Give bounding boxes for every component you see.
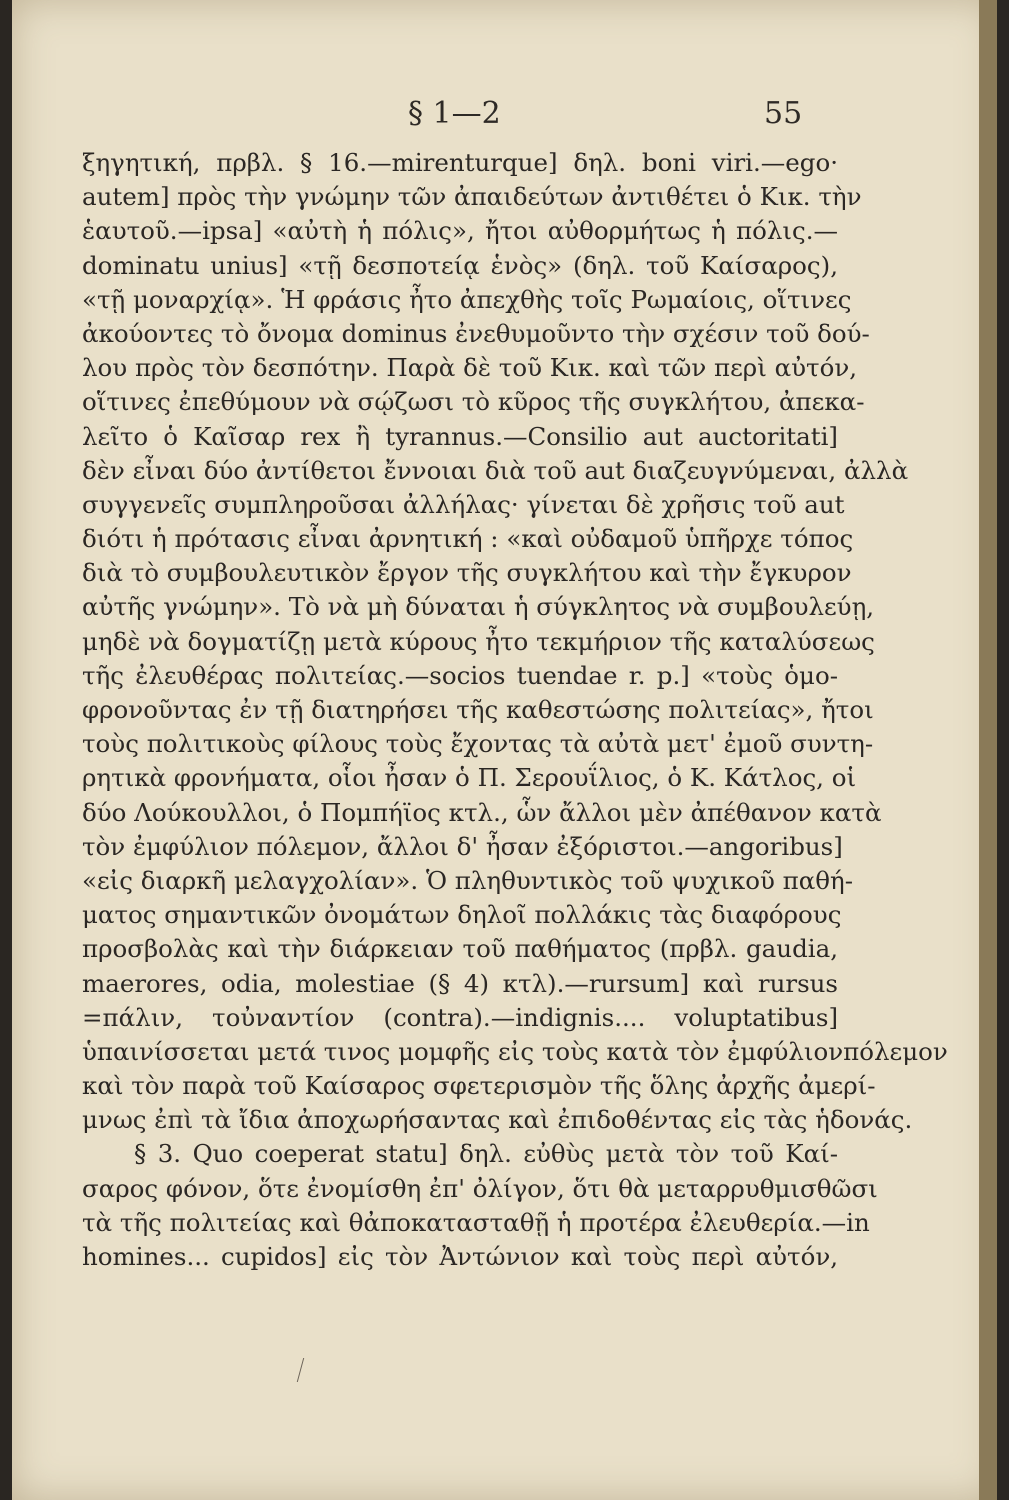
text-line: ἀκούοντες τὸ ὄνομα dominus ἐνεθυμοῦντο τὴν σχέσιν τοῦ δού- <box>82 318 870 348</box>
section-reference: § 1—2 <box>408 96 501 131</box>
text-line: οἵτινες ἐπεθύμουν νὰ σῴζωσι τὸ κῦρος τῆς συγκλήτου, ἀπεκα- <box>82 387 865 417</box>
text-line: διότι ἡ πρότασις εἶναι ἀρνητική : «καὶ οὐδαμοῦ ὑπῆρχε τόπος <box>82 524 854 554</box>
pencil-mark <box>297 1358 308 1382</box>
text-line: τῆς ἐλευθέρας πολιτείας.—socios tuendae r. p.] «τοὺς ὁμο- <box>82 660 838 690</box>
text-line: μηδὲ νὰ δογματίζῃ μετὰ κύρους ἦτο τεκμήριον τῆς καταλύσεως <box>82 626 875 656</box>
text-line: καὶ τὸν παρὰ τοῦ Καίσαρος σφετερισμὸν τῆς ὅλης ἀρχῆς ἀμερί- <box>82 1071 876 1101</box>
text-line: σαρος φόνον, ὅτε ἐνομίσθη ἐπ' ὀλίγον, ὅτι θὰ μεταρρυθμισθῶσι <box>82 1173 878 1203</box>
text-line: δὲν εἶναι δύο ἀντίθετοι ἔννοιαι διὰ τοῦ aut διαζευγνύμεναι, ἀλλὰ <box>82 455 909 485</box>
text-line: φρονοῦντας ἐν τῇ διατηρήσει τῆς καθεστώσης πολιτείας», ἤτοι <box>82 695 874 724</box>
page-edge-strip <box>979 0 997 1500</box>
text-line: αὐτῆς γνώμην». Τὸ νὰ μὴ δύναται ἡ σύγκλητος νὰ συμβουλεύῃ, <box>82 592 875 622</box>
section-start-line: § 3. Quo coeperat statu] δηλ. εὐθὺς μετὰ τὸν τοῦ Καί- <box>134 1139 838 1169</box>
paragraph-end-line: μνως ἐπὶ τὰ ἴδια ἀποχωρήσαντας καὶ ἐπιδοθέντας εἰς τὰς ἡδονάς. <box>82 1105 913 1135</box>
text-line: «εἰς διαρκῆ μελαγχολίαν». Ὁ πληθυντικὸς τοῦ ψυχικοῦ παθή- <box>82 865 854 895</box>
text-line: «τῇ μοναρχίᾳ». Ἡ φράσις ἦτο ἀπεχθὴς τοῖς Ρωμαίοις, οἵτινες <box>82 284 852 314</box>
text-line: maerores, odia, molestiae (§ 4) κτλ).—rursum] καὶ rursus <box>82 968 838 998</box>
text-line: =πάλιν, τοὐναντίον (contra).—indignis.... voluptatibus] <box>82 1002 838 1032</box>
running-header <box>12 96 997 136</box>
text-line: συγγενεῖς συμπληροῦσαι ἀλλήλας· γίνεται δὲ χρῆσις τοῦ aut <box>82 489 845 519</box>
text-line: ματος σημαντικῶν ὀνομάτων δηλοῖ πολλάκις τὰς διαφόρους <box>82 900 842 930</box>
commentary-text <box>82 146 948 1274</box>
text-line: autem] πρὸς τὴν γνώμην τῶν ἀπαιδεύτων ἀντιθέτει ὁ Κικ. τὴν <box>82 182 862 212</box>
text-line: τοὺς πολιτικοὺς φίλους τοὺς ἔχοντας τὰ αὐτὰ μετ' ἐμοῦ συντη- <box>82 729 874 759</box>
text-line: ἑαυτοῦ.—ipsa] «αὐτὴ ἡ πόλις», ἤτοι αὐθορμήτως ἡ πόλις.— <box>82 216 838 246</box>
text-line: ρητικὰ φρονήματα, οἷοι ἦσαν ὁ Π. Σερουΐλιος, ὁ Κ. Κάτλος, οἱ <box>82 763 857 793</box>
text-line: λεῖτο ὁ Καῖσαρ rex ἢ tyrannus.—Consilio aut auctoritati] <box>82 421 838 451</box>
text-line: dominatu unius] «τῇ δεσποτείᾳ ἑνὸς» (δηλ. τοῦ Καίσαρος), <box>82 250 838 280</box>
text-line: προσβολὰς καὶ τὴν διάρκειαν τοῦ παθήματος (πρβλ. gaudia, <box>82 934 838 964</box>
text-line: τὸν ἐμφύλιον πόλεμον, ἄλλοι δ' ἦσαν ἐξόριστοι.—angoribus] <box>82 831 843 861</box>
book-page <box>12 0 997 1500</box>
text-line: λου πρὸς τὸν δεσπότην. Παρὰ δὲ τοῦ Κικ. καὶ τῶν περὶ αὐτόν, <box>82 353 858 383</box>
text-line: ὑπαινίσσεται μετά τινος μομφῆς εἰς τοὺς κατὰ τὸν ἐμφύλιονπόλεμον <box>82 1036 948 1066</box>
text-line: ξηγητική, πρβλ. § 16.—mirenturque] δηλ. boni viri.—ego· <box>82 148 838 177</box>
text-line: τὰ τῆς πολιτείας καὶ θἀποκατασταθῇ ἡ προτέρα ἐλευθερία.—in <box>82 1207 870 1237</box>
page-number: 55 <box>764 96 803 131</box>
text-line: διὰ τὸ συμβουλευτικὸν ἔργον τῆς συγκλήτου καὶ τὴν ἔγκυρον <box>82 558 852 588</box>
text-line: homines... cupidos] εἰς τὸν Ἀντώνιον καὶ τοὺς περὶ αὐτόν, <box>82 1242 838 1271</box>
text-line: δύο Λούκουλλοι, ὁ Πομπήϊος κτλ., ὧν ἄλλοι μὲν ἀπέθανον κατὰ <box>82 797 882 827</box>
